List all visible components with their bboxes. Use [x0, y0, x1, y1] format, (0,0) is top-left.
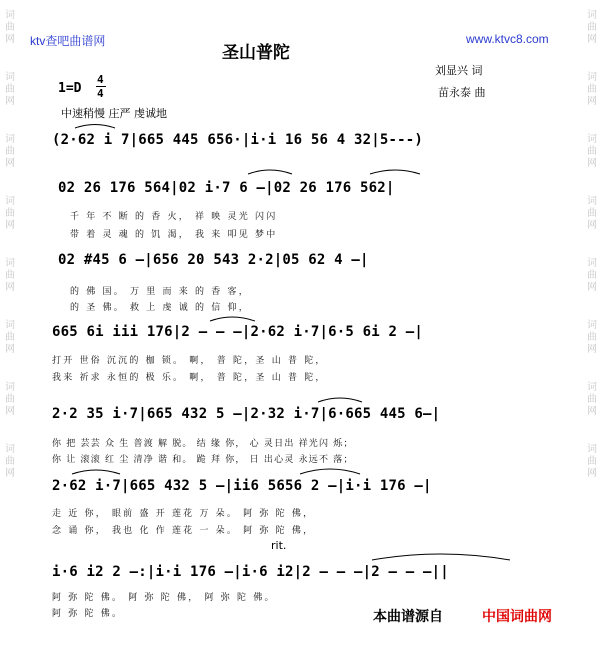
- site-name-left[interactable]: ktv查吧曲谱网: [30, 34, 106, 48]
- time-signature-bottom: 4: [97, 87, 104, 100]
- score-row-7-lyrics-1: 阿 弥 陀 佛。 阿 弥 陀 佛， 阿 弥 陀 佛。: [52, 593, 276, 603]
- composer-credit: 苗永泰 曲: [438, 86, 486, 99]
- slur: [75, 125, 115, 129]
- right-watermark-column: 词 曲 网 词 曲 网 词 曲 网 词 曲 网 词 曲 网 词 曲 网 词 曲 网 词 曲 网: [587, 10, 597, 479]
- score-row-6-notes: 2·62 i·7|665 432 5 –|ii6 5656 2 –|i·i 176 –|: [52, 478, 432, 494]
- score-row-3-lyrics-2: 的 圣 佛。 救 上 虔 诚 的 信 仰，: [70, 303, 250, 313]
- lyricist-credit: 刘显兴 词: [435, 64, 483, 77]
- slur: [300, 469, 360, 474]
- score-row-4-lyrics-1: 打开 世俗 沉沉的 枷 锁。 啊， 普 陀，圣 山 普 陀，: [52, 356, 327, 366]
- slur: [248, 170, 292, 174]
- score-row-4-notes: 665 6i iii 176|2 – – –|2·62 i·7|6·5 6i 2 –|: [52, 324, 424, 340]
- slur: [72, 470, 120, 474]
- song-title: 圣山普陀: [222, 43, 290, 63]
- score-row-4-lyrics-2: 我来 祈求 永恒的 极 乐。 啊， 普 陀，圣 山 普 陀，: [52, 373, 327, 383]
- site-url-right[interactable]: www.ktvc8.com: [466, 32, 549, 46]
- score-row-1-notes: (2·62 i 7|665 445 656·|i·i 16 56 4 32|5---): [52, 132, 424, 148]
- score-row-6-lyrics-1: 走 近 你， 眼前 盛 开 莲花 万 朵。 阿 弥 陀 佛，: [52, 509, 315, 519]
- score-row-3-lyrics-1: 的 佛 国。 万 里 而 来 的 香 客，: [70, 287, 250, 297]
- slur: [318, 398, 362, 402]
- slur: [372, 554, 510, 560]
- slur: [370, 170, 420, 174]
- score-row-7-notes: i·6 i2 2 –:|i·i 176 –|i·6 i2|2 – – –|2 – – –||: [52, 564, 449, 580]
- score-row-6-lyrics-2: 念 诵 你， 我也 化 作 莲花 一 朵。 阿 弥 陀 佛，: [52, 526, 315, 536]
- key-signature: 1=D: [58, 81, 82, 96]
- score-row-5-notes: 2·2 35 i·7|665 432 5 –|2·32 i·7|6·665 445 6–|: [52, 406, 441, 422]
- slur: [210, 317, 255, 321]
- tempo-marking: 中速稍慢 庄严 虔诚地: [61, 107, 167, 120]
- score-row-2-notes: 02 26 176 564|02 i·7 6 –|02 26 176 562|: [58, 180, 395, 196]
- time-signature-top: 4: [97, 73, 104, 86]
- ritardando-marking: rit.: [271, 539, 287, 552]
- score-row-2-lyrics-1: 千 年 不 断 的 香 火， 祥 映 灵光 闪闪: [70, 212, 278, 222]
- score-row-7-lyrics-2: 阿 弥 陀 佛。: [52, 609, 124, 619]
- left-watermark-column: 词 曲 网 词 曲 网 词 曲 网 词 曲 网 词 曲 网 词 曲 网 词 曲 网 词 曲 网: [5, 10, 15, 479]
- score-row-3-notes: 02 #45 6 –|656 20 543 2·2|05 62 4 –|: [58, 252, 369, 268]
- score-row-5-lyrics-1: 你 把 芸芸 众 生 普渡 解 脱。 结 缘 你， 心 灵日出 祥光闪 烁；: [52, 439, 354, 449]
- source-site-link[interactable]: 中国词曲网: [482, 609, 552, 625]
- source-label: 本曲谱源自: [373, 609, 443, 625]
- score-row-2-lyrics-2: 带 着 灵 魂 的 饥 渴， 我 来 叩见 梦中: [70, 230, 278, 240]
- score-row-5-lyrics-2: 你 让 滚滚 红 尘 清净 谐 和。 跪 拜 你， 日 出心灵 永远不 落；: [52, 455, 354, 465]
